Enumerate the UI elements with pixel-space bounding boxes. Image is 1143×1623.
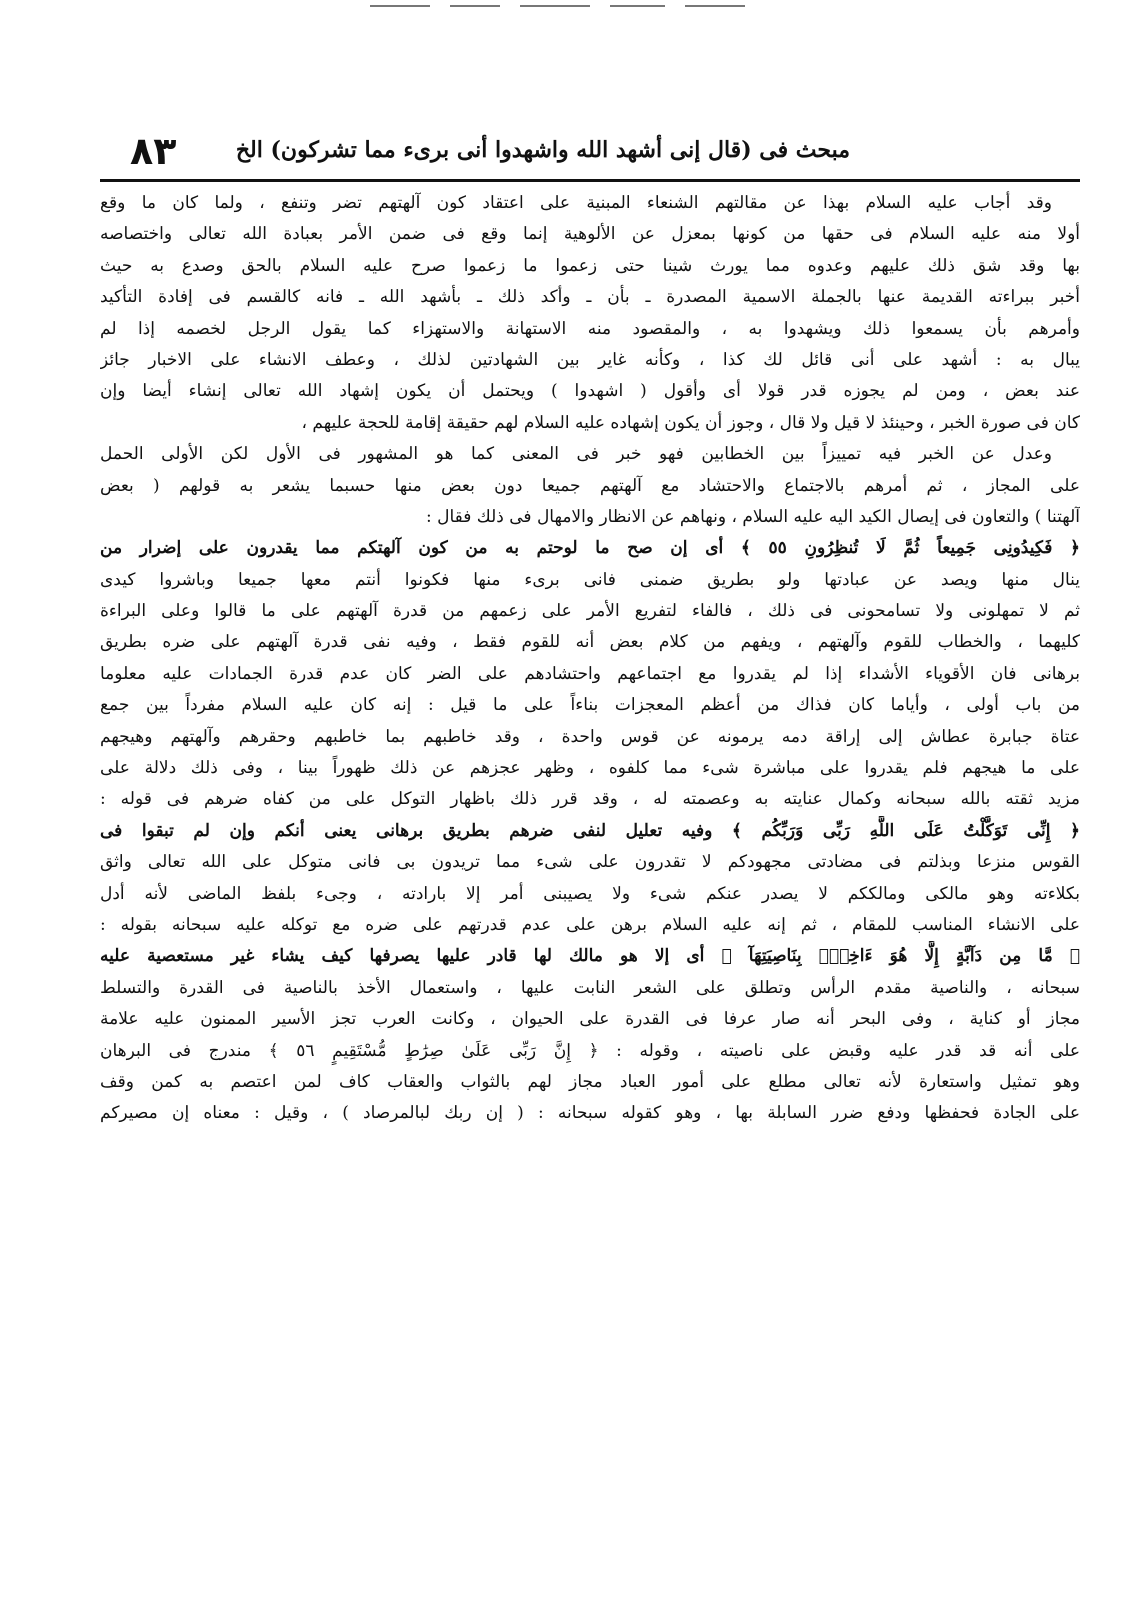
text-line: عتاة جبابرة عطاش إلى إراقة دمه يرمونه عن قوس واحدة ، وقد خاطبهم بما خاطبهم وحقرهم وآلهتهم وهيجهم [100, 726, 1080, 747]
top-edge-marks [370, 2, 770, 8]
text-line: من باب أولى ، وأياما كان فذاك من أعظم المعجزات بناءاً على ما قيل : إنه كان عليه السلام مفرداً بين جمع [100, 695, 1080, 716]
verse-line: ﴿ مَّا مِن دَآبَّةٍ إِلَّا هُوَ ءَاخِذٌۢ بِنَاصِيَتِهَآ ﴾ أى إلا هو مالك لها قادر عليها يصرفها كيف يشاء غير مستعصية عليه [100, 946, 1080, 967]
text-line: على الانشاء المناسب للمقام ، ثم إنه عليه السلام برهن على عدم قدرتهم على ضره مع توكله عليه سبحانه بقوله : [100, 914, 1080, 935]
text-line: ثم لا تمهلونى ولا تسامحونى فى ذلك ، فالفاء لتفريع الأمر على زعمهم من قدرة آلهتهم على ما قالوا وعلى البراءة [100, 601, 1080, 622]
text-line: بكلاءته وهو مالكى ومالككم لا يصدر عنكم شىء ولا يصيبنى أمر إلا بارادته ، وجىء بلفظ الماضى لأنه أدل [100, 883, 1080, 904]
text-line: ينال منها ويصد عن عبادتها ولو بطريق ضمنى فانى برىء منها فكونوا أنتم معها جميعا وباشروا كيدى [100, 569, 1080, 590]
text-line: على الجادة فحفظها ودفع ضرر السابلة بها ، وهو كقوله سبحانه : ( إن ربك لبالمرصاد ) ، وقيل : معناه إن مصيركم [100, 1103, 1080, 1124]
text-line: مجاز أو كناية ، وفى البحر أنه صار عرفا فى القدرة على الحيوان ، وكانت العرب تجز الأسير الممنون عليه علامة [100, 1009, 1080, 1030]
text-line: وعدل عن الخبر فيه تمييزاً بين الخطابين فهو خبر فى المعنى كما هو المشهور فى الأول لكن الأولى الحمل [100, 444, 1052, 465]
running-header [100, 125, 1080, 182]
text-line: على المجاز ، ثم أمرهم بالاجتماع والاحتشاد مع آلهتهم جميعا دون بعض منها حسبما يشعر به قولهم ( بعض [100, 475, 1080, 496]
text-line: كليهما ، والخطاب للقوم وآلهتهم ، ويفهم من كلام بعض أنه للقوم فقط ، وفيه نفى قدرة آلهتهم على ضره بطريق [100, 632, 1080, 653]
text-line: كان فى صورة الخبر ، وحينئذ لا قيل ولا قال ، وجوز أن يكون إشهاده عليه السلام لهم حقيقة إقامة للحجة عليهم ، [301, 412, 1080, 433]
book-page [100, 125, 1080, 1605]
text-line: عند بعض ، ومن لم يجوزه قدر قولا أى وأقول ( اشهدوا ) ويحتمل أن يكون إشهاد الله تعالى إنشاء أيضا وإن [100, 381, 1080, 402]
text-line: سبحانه ، والناصية مقدم الرأس وتطلق على الشعر النابت عليها ، واستعمال الأخذ بالناصية فى القدرة والتسلط [100, 977, 1080, 998]
text-line: بها وقد شق ذلك عليهم وعدوه مما يورث شينا حتى زعموا ما زعموا صرح عليه السلام بالحق وصدع به حيث [100, 255, 1080, 276]
text-line: القوس منزعا وبذلتم فى مضادتى مجهودكم لا تقدرون على شىء مما تريدون بى فانى متوكل على الله تعالى واثق [100, 852, 1080, 873]
text-line: آلهتنا ) والتعاون فى إيصال الكيد اليه عليه السلام ، ونهاهم عن الانظار والامهال فى ذلك فقال : [425, 506, 1080, 527]
text-line: على ما هيجهم فلم يقدروا على مباشرة شىء مما كلفوه ، وظهر عجزهم عن ذلك ظهوراً بينا ، وفى ذلك دلالة على [100, 758, 1080, 779]
text-line: يبال به : أشهد على أنى قائل لك كذا ، وكأنه غاير بين الشهادتين لذلك ، وعطف الانشاء على الاخبار جائز [100, 349, 1080, 370]
text-line: وهو تمثيل واستعارة لأنه تعالى مطلع على أمور العباد مجاز لهم بالثواب والعقاب كاف لمن اعتصم به كمن وقف [100, 1071, 1080, 1092]
verse-line: ﴿ فَكِيدُونِى جَمِيعاً ثُمَّ لَا تُنظِرُونِ ٥٥ ﴾ أى إن صح ما لوحتم به من كون آلهتكم مما يقدرون على إضرار من [100, 538, 1080, 559]
text-line: أولا منه عليه السلام فى حقها من كونها بمعزل عن الألوهية إنما وقع فى ضمن الأمر بعبادة الله تعالى واختصاصه [100, 224, 1080, 245]
text-line: برهانى فان الأقوياء الأشداء إذا لم يقدروا مع اجتماعهم واحتشادهم على الضر كان عدم قدرة الجمادات عليه معلوما [100, 663, 1080, 684]
page-number: ٨٣ [130, 129, 177, 173]
header-title: مبحث فى (قال إنى أشهد الله واشهدوا أنى برىء مما تشركون) الخ [235, 137, 850, 163]
text-line: أخبر ببراءته القديمة عنها بالجملة الاسمية المصدرة ـ بأن ـ وأكد ذلك ـ بأشهد الله ـ فانه كالقسم فى إفادة التأكيد [100, 287, 1080, 308]
text-line: وقد أجاب عليه السلام بهذا عن مقالتهم الشنعاء المبنية على اعتقاد كون آلهتهم تضر وتنفع ، ولما كان ما وقع [100, 193, 1052, 213]
verse-line: ﴿ إِنِّى تَوَكَّلْتُ عَلَى اللَّهِ رَبِّى وَرَبِّكُم ﴾ وفيه تعليل لنفى ضرهم بطريق برهانى يعنى أنكم وإن لم تبقوا فى [100, 820, 1080, 841]
text-line: على أنه قد قدر عليه وقبض على ناصيته ، وقوله : ﴿ إِنَّ رَبِّى عَلَىٰ صِرَٰطٍ مُّسْتَقِيمٍ ٥٦ ﴾ مندرج فى البرهان [100, 1040, 1080, 1061]
text-line: وأمرهم بأن يسمعوا ذلك ويشهدوا به ، والمقصود منه الاستهانة والاستهزاء كما يقول الرجل لخصمه إذا لم [100, 318, 1080, 339]
body-text [100, 188, 1080, 1130]
text-line: مزيد ثقته بالله سبحانه وكمال عنايته به وعصمته له ، وقد قرر ذلك باظهار التوكل على من كفاه ضرهم فى قوله : [100, 789, 1080, 810]
